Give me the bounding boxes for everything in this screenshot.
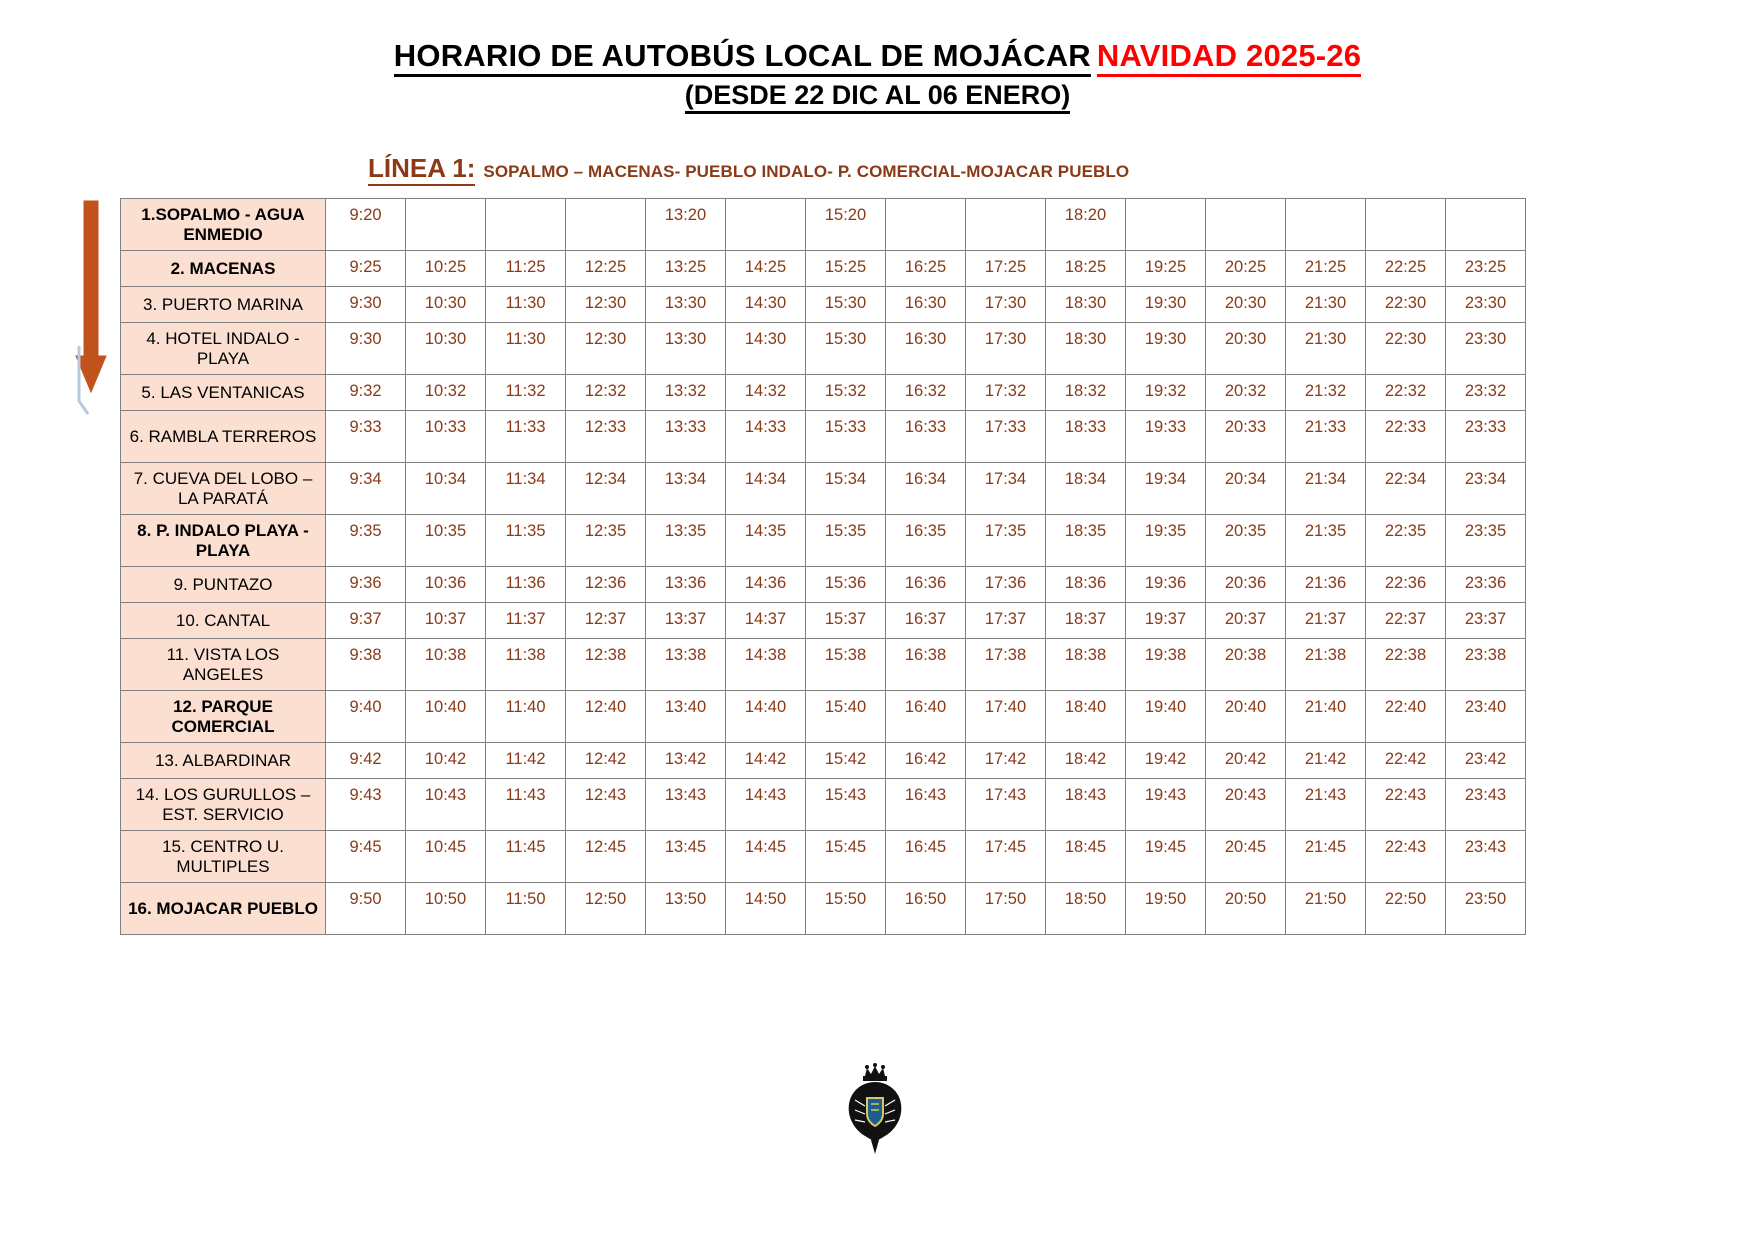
departure-time-cell: 18:33 <box>1046 411 1126 463</box>
departure-time-cell: 15:38 <box>806 639 886 691</box>
direction-arrow <box>62 196 112 416</box>
line-header <box>0 153 1755 184</box>
departure-time-cell: 9:40 <box>326 691 406 743</box>
departure-time-cell: 19:42 <box>1126 743 1206 779</box>
departure-time-cell: 18:34 <box>1046 463 1126 515</box>
departure-time-cell: 20:45 <box>1206 831 1286 883</box>
departure-time-cell: 12:34 <box>566 463 646 515</box>
departure-time-cell: 21:36 <box>1286 567 1366 603</box>
departure-time-cell: 21:33 <box>1286 411 1366 463</box>
departure-time-cell: 11:25 <box>486 251 566 287</box>
departure-time-cell: 19:30 <box>1126 323 1206 375</box>
departure-time-cell: 11:30 <box>486 323 566 375</box>
departure-time-cell: 15:40 <box>806 691 886 743</box>
departure-time-cell: 21:38 <box>1286 639 1366 691</box>
departure-time-cell: 16:35 <box>886 515 966 567</box>
departure-time-cell: 19:32 <box>1126 375 1206 411</box>
departure-time-cell: 11:34 <box>486 463 566 515</box>
departure-time-cell: 21:43 <box>1286 779 1366 831</box>
stop-name-cell: 14. LOS GURULLOS – EST. SERVICIO <box>121 779 326 831</box>
departure-time-cell: 13:45 <box>646 831 726 883</box>
departure-time-cell: 12:38 <box>566 639 646 691</box>
departure-time-cell: 10:30 <box>406 287 486 323</box>
departure-time-cell: 10:37 <box>406 603 486 639</box>
departure-time-cell: 18:43 <box>1046 779 1126 831</box>
departure-time-cell: 16:30 <box>886 287 966 323</box>
table-row <box>121 287 1526 323</box>
departure-time-cell: 12:30 <box>566 287 646 323</box>
table-row <box>121 603 1526 639</box>
departure-time-cell: 20:36 <box>1206 567 1286 603</box>
departure-time-cell: 20:35 <box>1206 515 1286 567</box>
table-row <box>121 567 1526 603</box>
departure-time-cell: 16:43 <box>886 779 966 831</box>
departure-time-cell: 21:25 <box>1286 251 1366 287</box>
departure-time-cell: 17:30 <box>966 287 1046 323</box>
departure-time-cell: 23:30 <box>1446 287 1526 323</box>
departure-time-cell: 15:25 <box>806 251 886 287</box>
departure-time-cell: 10:33 <box>406 411 486 463</box>
departure-time-cell: 13:33 <box>646 411 726 463</box>
departure-time-cell: 9:43 <box>326 779 406 831</box>
departure-time-cell: 17:34 <box>966 463 1046 515</box>
departure-time-cell: 18:30 <box>1046 287 1126 323</box>
departure-time-cell: 22:42 <box>1366 743 1446 779</box>
stop-name-cell: 7. CUEVA DEL LOBO – LA PARATÁ <box>121 463 326 515</box>
page-subtitle-text: (DESDE 22 DIC AL 06 ENERO) <box>685 80 1071 114</box>
departure-time-cell: 15:50 <box>806 883 886 935</box>
departure-time-cell: 17:45 <box>966 831 1046 883</box>
departure-time-cell: 14:33 <box>726 411 806 463</box>
departure-time-cell: 12:50 <box>566 883 646 935</box>
departure-time-cell: 22:25 <box>1366 251 1446 287</box>
departure-time-cell <box>406 199 486 251</box>
departure-time-cell: 19:33 <box>1126 411 1206 463</box>
stop-name-cell: 1.SOPALMO - AGUA ENMEDIO <box>121 199 326 251</box>
departure-time-cell: 17:32 <box>966 375 1046 411</box>
down-arrow-icon <box>62 196 112 416</box>
departure-time-cell: 12:43 <box>566 779 646 831</box>
departure-time-cell: 14:42 <box>726 743 806 779</box>
table-row <box>121 883 1526 935</box>
departure-time-cell: 15:30 <box>806 323 886 375</box>
departure-time-cell: 23:37 <box>1446 603 1526 639</box>
departure-time-cell: 15:37 <box>806 603 886 639</box>
departure-time-cell: 15:35 <box>806 515 886 567</box>
departure-time-cell: 19:50 <box>1126 883 1206 935</box>
departure-time-cell: 11:32 <box>486 375 566 411</box>
departure-time-cell: 17:30 <box>966 323 1046 375</box>
departure-time-cell: 21:45 <box>1286 831 1366 883</box>
stop-name-cell: 3. PUERTO MARINA <box>121 287 326 323</box>
departure-time-cell: 18:45 <box>1046 831 1126 883</box>
departure-time-cell: 16:36 <box>886 567 966 603</box>
departure-time-cell: 14:32 <box>726 375 806 411</box>
departure-time-cell: 17:38 <box>966 639 1046 691</box>
departure-time-cell: 11:43 <box>486 779 566 831</box>
stop-name-cell: 8. P. INDALO PLAYA - PLAYA <box>121 515 326 567</box>
departure-time-cell: 9:42 <box>326 743 406 779</box>
table-row <box>121 779 1526 831</box>
departure-time-cell: 12:36 <box>566 567 646 603</box>
departure-time-cell: 12:30 <box>566 323 646 375</box>
departure-time-cell: 14:34 <box>726 463 806 515</box>
schedule-table-body <box>121 199 1526 935</box>
departure-time-cell: 11:37 <box>486 603 566 639</box>
departure-time-cell: 13:38 <box>646 639 726 691</box>
departure-time-cell: 18:20 <box>1046 199 1126 251</box>
departure-time-cell: 13:30 <box>646 323 726 375</box>
table-row <box>121 463 1526 515</box>
departure-time-cell: 10:43 <box>406 779 486 831</box>
departure-time-cell: 9:30 <box>326 323 406 375</box>
departure-time-cell: 16:37 <box>886 603 966 639</box>
departure-time-cell: 10:45 <box>406 831 486 883</box>
departure-time-cell: 23:35 <box>1446 515 1526 567</box>
departure-time-cell: 9:35 <box>326 515 406 567</box>
departure-time-cell: 20:37 <box>1206 603 1286 639</box>
departure-time-cell: 16:32 <box>886 375 966 411</box>
table-row <box>121 411 1526 463</box>
departure-time-cell: 21:37 <box>1286 603 1366 639</box>
departure-time-cell: 9:37 <box>326 603 406 639</box>
departure-time-cell: 10:50 <box>406 883 486 935</box>
departure-time-cell: 22:33 <box>1366 411 1446 463</box>
departure-time-cell: 18:30 <box>1046 323 1126 375</box>
departure-time-cell: 22:40 <box>1366 691 1446 743</box>
departure-time-cell: 16:40 <box>886 691 966 743</box>
page-title-highlight: NAVIDAD 2025-26 <box>1097 38 1361 77</box>
departure-time-cell: 23:33 <box>1446 411 1526 463</box>
departure-time-cell: 18:50 <box>1046 883 1126 935</box>
departure-time-cell: 13:43 <box>646 779 726 831</box>
departure-time-cell: 21:30 <box>1286 323 1366 375</box>
departure-time-cell: 13:25 <box>646 251 726 287</box>
departure-time-cell: 22:32 <box>1366 375 1446 411</box>
departure-time-cell: 18:36 <box>1046 567 1126 603</box>
departure-time-cell: 19:45 <box>1126 831 1206 883</box>
departure-time-cell: 10:35 <box>406 515 486 567</box>
departure-time-cell: 19:40 <box>1126 691 1206 743</box>
departure-time-cell <box>886 199 966 251</box>
departure-time-cell: 9:45 <box>326 831 406 883</box>
departure-time-cell <box>1126 199 1206 251</box>
departure-time-cell: 10:25 <box>406 251 486 287</box>
departure-time-cell: 15:36 <box>806 567 886 603</box>
departure-time-cell: 23:34 <box>1446 463 1526 515</box>
departure-time-cell: 20:50 <box>1206 883 1286 935</box>
departure-time-cell <box>1286 199 1366 251</box>
departure-time-cell: 16:45 <box>886 831 966 883</box>
departure-time-cell: 23:30 <box>1446 323 1526 375</box>
departure-time-cell: 23:42 <box>1446 743 1526 779</box>
departure-time-cell: 18:35 <box>1046 515 1126 567</box>
stop-name-cell: 9. PUNTAZO <box>121 567 326 603</box>
departure-time-cell: 23:36 <box>1446 567 1526 603</box>
departure-time-cell: 19:34 <box>1126 463 1206 515</box>
stop-name-cell: 2. MACENAS <box>121 251 326 287</box>
departure-time-cell: 21:30 <box>1286 287 1366 323</box>
departure-time-cell: 18:25 <box>1046 251 1126 287</box>
departure-time-cell: 22:30 <box>1366 287 1446 323</box>
departure-time-cell: 12:37 <box>566 603 646 639</box>
departure-time-cell: 16:50 <box>886 883 966 935</box>
departure-time-cell: 12:40 <box>566 691 646 743</box>
departure-time-cell: 13:35 <box>646 515 726 567</box>
departure-time-cell: 19:38 <box>1126 639 1206 691</box>
departure-time-cell: 19:35 <box>1126 515 1206 567</box>
departure-time-cell: 12:25 <box>566 251 646 287</box>
departure-time-cell: 9:38 <box>326 639 406 691</box>
departure-time-cell: 22:36 <box>1366 567 1446 603</box>
departure-time-cell: 9:32 <box>326 375 406 411</box>
stop-name-cell: 12. PARQUE COMERCIAL <box>121 691 326 743</box>
departure-time-cell: 13:32 <box>646 375 726 411</box>
departure-time-cell: 20:34 <box>1206 463 1286 515</box>
departure-time-cell: 17:40 <box>966 691 1046 743</box>
departure-time-cell: 21:34 <box>1286 463 1366 515</box>
stop-name-cell: 5. LAS VENTANICAS <box>121 375 326 411</box>
stop-name-cell: 13. ALBARDINAR <box>121 743 326 779</box>
departure-time-cell: 10:36 <box>406 567 486 603</box>
departure-time-cell: 14:35 <box>726 515 806 567</box>
departure-time-cell: 13:36 <box>646 567 726 603</box>
departure-time-cell: 14:30 <box>726 323 806 375</box>
departure-time-cell: 11:35 <box>486 515 566 567</box>
stop-name-cell: 11. VISTA LOS ANGELES <box>121 639 326 691</box>
departure-time-cell: 20:32 <box>1206 375 1286 411</box>
departure-time-cell: 10:40 <box>406 691 486 743</box>
departure-time-cell: 22:50 <box>1366 883 1446 935</box>
departure-time-cell: 11:40 <box>486 691 566 743</box>
departure-time-cell: 16:42 <box>886 743 966 779</box>
departure-time-cell: 20:33 <box>1206 411 1286 463</box>
departure-time-cell: 13:37 <box>646 603 726 639</box>
departure-time-cell <box>1446 199 1526 251</box>
table-row <box>121 375 1526 411</box>
departure-time-cell <box>726 199 806 251</box>
departure-time-cell: 12:32 <box>566 375 646 411</box>
departure-time-cell: 20:25 <box>1206 251 1286 287</box>
stop-name-cell: 15. CENTRO U. MULTIPLES <box>121 831 326 883</box>
departure-time-cell: 20:30 <box>1206 323 1286 375</box>
departure-time-cell: 16:33 <box>886 411 966 463</box>
departure-time-cell: 21:50 <box>1286 883 1366 935</box>
departure-time-cell: 16:34 <box>886 463 966 515</box>
departure-time-cell: 14:30 <box>726 287 806 323</box>
departure-time-cell: 16:38 <box>886 639 966 691</box>
departure-time-cell: 23:25 <box>1446 251 1526 287</box>
departure-time-cell: 14:38 <box>726 639 806 691</box>
stop-name-cell: 6. RAMBLA TERREROS <box>121 411 326 463</box>
stop-name-cell: 16. MOJACAR PUEBLO <box>121 883 326 935</box>
departure-time-cell: 14:25 <box>726 251 806 287</box>
departure-time-cell: 10:32 <box>406 375 486 411</box>
departure-time-cell: 12:42 <box>566 743 646 779</box>
departure-time-cell: 14:40 <box>726 691 806 743</box>
departure-time-cell: 13:30 <box>646 287 726 323</box>
departure-time-cell: 18:38 <box>1046 639 1126 691</box>
table-row <box>121 251 1526 287</box>
departure-time-cell: 21:32 <box>1286 375 1366 411</box>
table-row <box>121 691 1526 743</box>
table-row <box>121 743 1526 779</box>
departure-time-cell: 14:45 <box>726 831 806 883</box>
departure-time-cell: 9:34 <box>326 463 406 515</box>
departure-time-cell: 23:43 <box>1446 779 1526 831</box>
table-row <box>121 199 1526 251</box>
departure-time-cell: 10:34 <box>406 463 486 515</box>
departure-time-cell: 15:45 <box>806 831 886 883</box>
page-title <box>0 38 1755 74</box>
departure-time-cell: 10:42 <box>406 743 486 779</box>
departure-time-cell: 14:36 <box>726 567 806 603</box>
departure-time-cell: 17:35 <box>966 515 1046 567</box>
departure-time-cell: 16:25 <box>886 251 966 287</box>
departure-time-cell: 9:30 <box>326 287 406 323</box>
departure-time-cell: 19:30 <box>1126 287 1206 323</box>
departure-time-cell: 9:33 <box>326 411 406 463</box>
coat-of-arms-icon <box>841 1060 915 1156</box>
departure-time-cell: 20:43 <box>1206 779 1286 831</box>
departure-time-cell: 17:43 <box>966 779 1046 831</box>
departure-time-cell: 17:37 <box>966 603 1046 639</box>
departure-time-cell: 11:38 <box>486 639 566 691</box>
departure-time-cell: 23:32 <box>1446 375 1526 411</box>
departure-time-cell: 13:40 <box>646 691 726 743</box>
departure-time-cell: 15:34 <box>806 463 886 515</box>
departure-time-cell: 22:38 <box>1366 639 1446 691</box>
departure-time-cell: 19:25 <box>1126 251 1206 287</box>
departure-time-cell: 9:50 <box>326 883 406 935</box>
departure-time-cell: 13:20 <box>646 199 726 251</box>
departure-time-cell: 14:43 <box>726 779 806 831</box>
line-route: SOPALMO – MACENAS- PUEBLO INDALO- P. COMERCIAL-MOJACAR PUEBLO <box>483 162 1130 181</box>
departure-time-cell: 19:36 <box>1126 567 1206 603</box>
schedule-table <box>120 198 1526 935</box>
departure-time-cell: 22:37 <box>1366 603 1446 639</box>
departure-time-cell: 23:38 <box>1446 639 1526 691</box>
departure-time-cell <box>1206 199 1286 251</box>
departure-time-cell: 16:30 <box>886 323 966 375</box>
departure-time-cell: 15:33 <box>806 411 886 463</box>
departure-time-cell: 17:25 <box>966 251 1046 287</box>
departure-time-cell: 14:37 <box>726 603 806 639</box>
departure-time-cell: 13:42 <box>646 743 726 779</box>
departure-time-cell: 20:30 <box>1206 287 1286 323</box>
departure-time-cell: 12:35 <box>566 515 646 567</box>
departure-time-cell: 11:30 <box>486 287 566 323</box>
departure-time-cell: 17:50 <box>966 883 1046 935</box>
departure-time-cell: 10:38 <box>406 639 486 691</box>
departure-time-cell <box>1366 199 1446 251</box>
departure-time-cell: 19:37 <box>1126 603 1206 639</box>
table-row <box>121 323 1526 375</box>
departure-time-cell: 22:30 <box>1366 323 1446 375</box>
departure-time-cell: 22:43 <box>1366 779 1446 831</box>
document-header <box>0 0 1755 111</box>
stop-name-cell: 10. CANTAL <box>121 603 326 639</box>
departure-time-cell: 18:32 <box>1046 375 1126 411</box>
page-subtitle <box>0 80 1755 111</box>
departure-time-cell: 23:43 <box>1446 831 1526 883</box>
departure-time-cell <box>966 199 1046 251</box>
departure-time-cell: 22:34 <box>1366 463 1446 515</box>
departure-time-cell: 15:43 <box>806 779 886 831</box>
departure-time-cell: 18:42 <box>1046 743 1126 779</box>
departure-time-cell: 11:42 <box>486 743 566 779</box>
coat-of-arms <box>0 1060 1755 1161</box>
departure-time-cell: 21:40 <box>1286 691 1366 743</box>
departure-time-cell <box>486 199 566 251</box>
departure-time-cell: 10:30 <box>406 323 486 375</box>
departure-time-cell: 23:40 <box>1446 691 1526 743</box>
departure-time-cell: 11:50 <box>486 883 566 935</box>
departure-time-cell: 21:35 <box>1286 515 1366 567</box>
departure-time-cell: 9:20 <box>326 199 406 251</box>
departure-time-cell: 18:37 <box>1046 603 1126 639</box>
departure-time-cell: 15:42 <box>806 743 886 779</box>
departure-time-cell: 18:40 <box>1046 691 1126 743</box>
stop-name-cell: 4. HOTEL INDALO - PLAYA <box>121 323 326 375</box>
page-title-main: HORARIO DE AUTOBÚS LOCAL DE MOJÁCAR <box>394 38 1091 77</box>
departure-time-cell: 20:40 <box>1206 691 1286 743</box>
departure-time-cell: 20:38 <box>1206 639 1286 691</box>
table-row <box>121 515 1526 567</box>
departure-time-cell: 21:42 <box>1286 743 1366 779</box>
departure-time-cell: 20:42 <box>1206 743 1286 779</box>
departure-time-cell: 17:42 <box>966 743 1046 779</box>
departure-time-cell: 12:33 <box>566 411 646 463</box>
departure-time-cell: 15:32 <box>806 375 886 411</box>
departure-time-cell: 17:36 <box>966 567 1046 603</box>
departure-time-cell: 9:25 <box>326 251 406 287</box>
departure-time-cell: 12:45 <box>566 831 646 883</box>
departure-time-cell: 15:30 <box>806 287 886 323</box>
line-label: LÍNEA 1: <box>368 153 475 186</box>
departure-time-cell <box>566 199 646 251</box>
table-row <box>121 639 1526 691</box>
departure-time-cell: 15:20 <box>806 199 886 251</box>
departure-time-cell: 22:43 <box>1366 831 1446 883</box>
departure-time-cell: 17:33 <box>966 411 1046 463</box>
departure-time-cell: 9:36 <box>326 567 406 603</box>
table-row <box>121 831 1526 883</box>
departure-time-cell: 23:50 <box>1446 883 1526 935</box>
departure-time-cell: 11:33 <box>486 411 566 463</box>
schedule-table-container <box>120 198 1526 935</box>
departure-time-cell: 13:50 <box>646 883 726 935</box>
departure-time-cell: 19:43 <box>1126 779 1206 831</box>
departure-time-cell: 13:34 <box>646 463 726 515</box>
departure-time-cell: 11:45 <box>486 831 566 883</box>
departure-time-cell: 11:36 <box>486 567 566 603</box>
departure-time-cell: 22:35 <box>1366 515 1446 567</box>
departure-time-cell: 14:50 <box>726 883 806 935</box>
